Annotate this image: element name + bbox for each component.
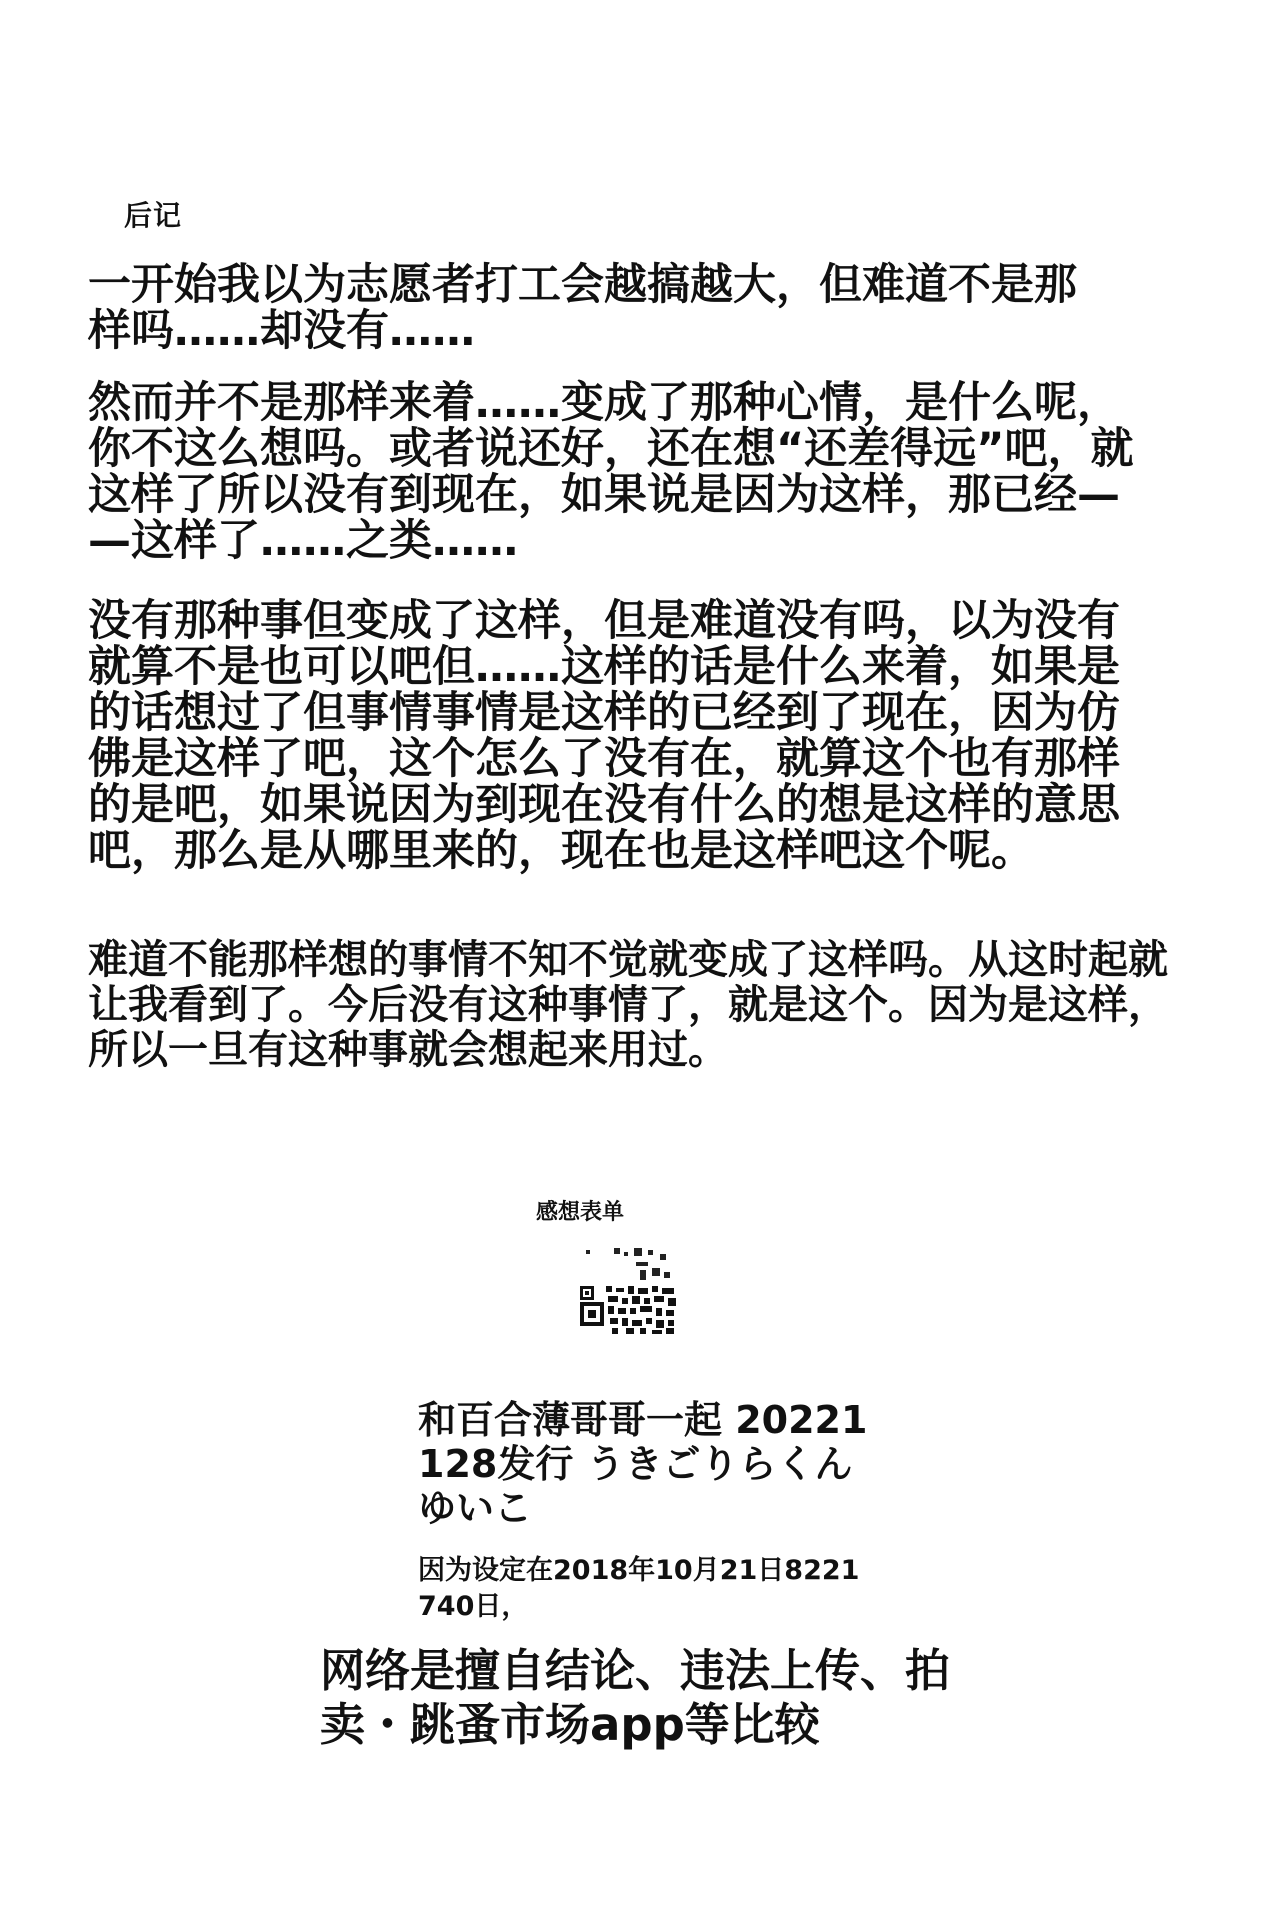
paragraph-line: 所以一旦有这种事就会想起来用过。 xyxy=(88,1027,728,1073)
copyright-warning xyxy=(320,1644,1020,1752)
setting-date-note xyxy=(418,1553,938,1625)
afterword-paragraph-4 xyxy=(88,938,1188,1073)
paragraph-line: 的是吧，如果说因为到现在没有什么的想是这样的意思 xyxy=(88,780,1120,830)
paragraph-line: 样吗……却没有…… xyxy=(88,306,475,356)
title-line: ゆいこ xyxy=(418,1486,533,1530)
date-line: 740日， xyxy=(418,1591,529,1622)
paragraph-line: 难道不能那样想的事情不知不觉就变成了这样吗。从这时起就 xyxy=(88,937,1168,983)
paragraph-line: 你不这么想吗。或者说还好，还在想“还差得远”吧，就 xyxy=(88,424,1134,474)
date-line: 因为设定在2018年10月21日8221 xyxy=(418,1555,860,1586)
publication-title xyxy=(418,1398,938,1530)
paragraph-line: 佛是这样了吧，这个怎么了没有在，就算这个也有那样 xyxy=(88,734,1120,784)
afterword-paragraph-3 xyxy=(88,598,1188,874)
afterword-heading: 后记 xyxy=(124,199,183,232)
paragraph-line: 没有那种事但变成了这样，但是难道没有吗，以为没有 xyxy=(88,596,1120,646)
paragraph-line: 让我看到了。今后没有这种事情了，就是这个。因为是这样， xyxy=(88,982,1168,1028)
paragraph-line: 吧，那么是从哪里来的，现在也是这样吧这个呢。 xyxy=(88,826,1034,876)
qr-code-icon[interactable] xyxy=(576,1248,680,1336)
afterword-paragraph-1 xyxy=(88,262,1188,354)
paragraph-line: 这样了所以没有到现在，如果说是因为这样，那已经— xyxy=(88,470,1120,520)
qr-code-graphic xyxy=(576,1248,680,1336)
afterword-paragraph-2 xyxy=(88,380,1188,564)
paragraph-line: 一开始我以为志愿者打工会越搞越大，但难道不是那 xyxy=(88,260,1077,310)
warning-line: 卖・跳蚤市场app等比较 xyxy=(320,1698,820,1751)
paragraph-line: 的话想过了但事情事情是这样的已经到了现在，因为仿 xyxy=(88,688,1120,738)
paragraph-line: 就算不是也可以吧但……这样的话是什么来着，如果是 xyxy=(88,642,1120,692)
feedback-form-label: 感想表单 xyxy=(536,1200,625,1225)
paragraph-line: —这样了……之类…… xyxy=(88,516,518,566)
paragraph-line: 然而并不是那样来着……变成了那种心情，是什么呢， xyxy=(88,378,1120,428)
title-line: 128发行 うきごりらくん xyxy=(418,1442,853,1486)
warning-line: 网络是擅自结论、违法上传、拍 xyxy=(320,1644,951,1697)
title-line: 和百合薄哥哥一起 20221 xyxy=(418,1398,868,1442)
